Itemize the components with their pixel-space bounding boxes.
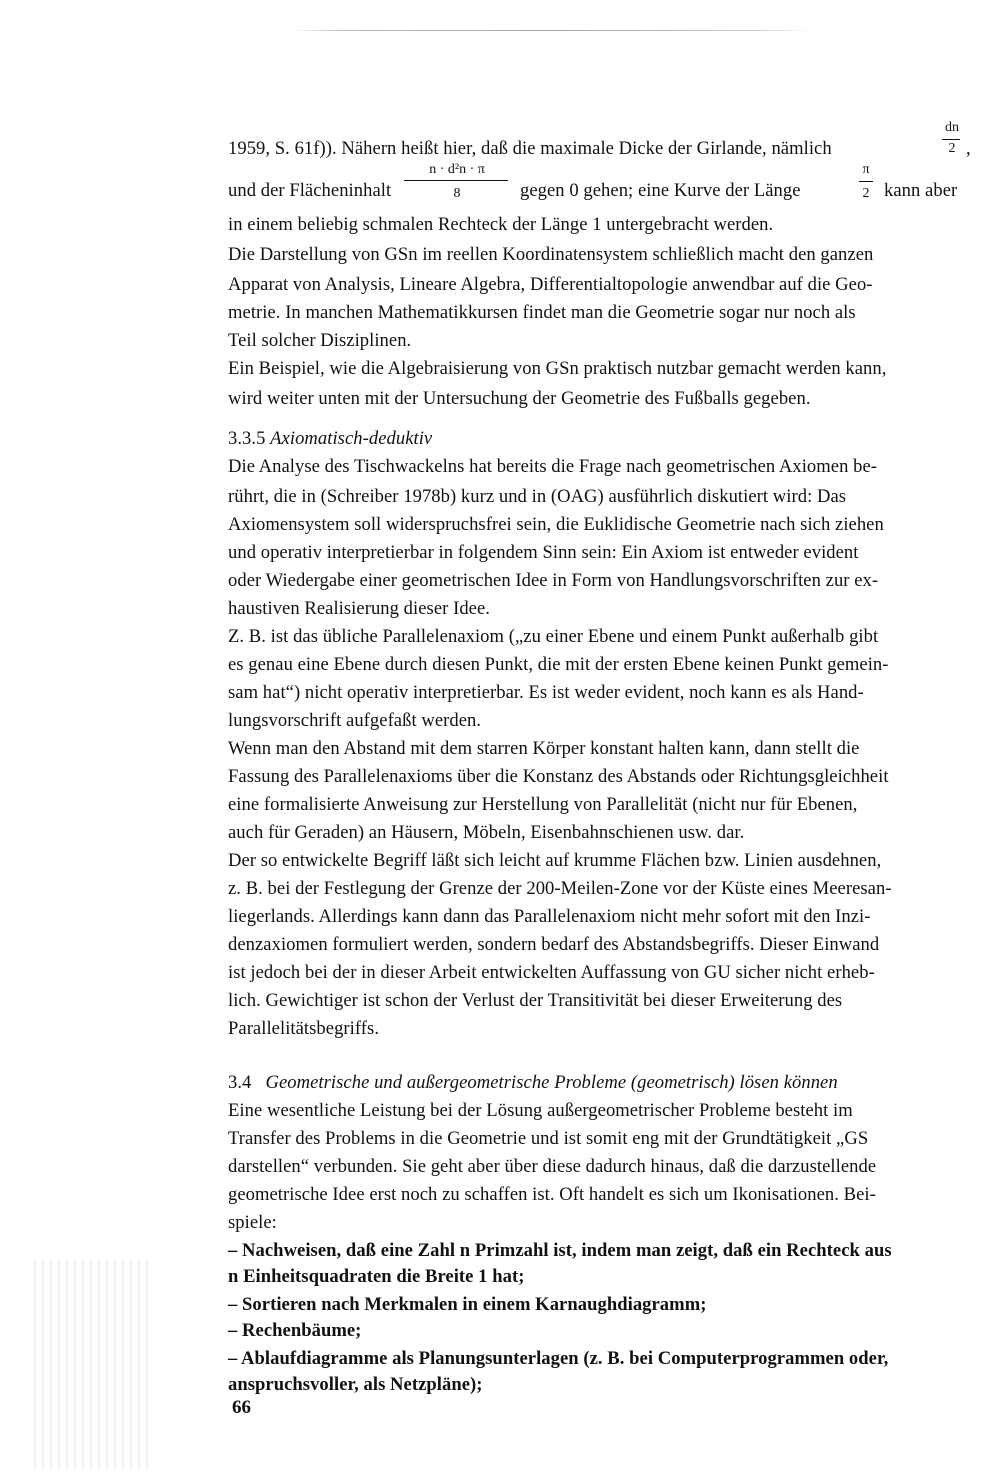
text-line: Axiomensystem soll widerspruchsfrei sein, die Euklidische Geometrie nach sich ziehen (228, 514, 884, 535)
text-line: Eine wesentliche Leistung bei der Lösung außergeometrischer Probleme besteht im (228, 1100, 853, 1121)
text-line: Transfer des Problems in die Geometrie und ist somit eng mit der Grundtätigkeit „GS (228, 1128, 869, 1149)
text-line: kann aber (884, 180, 958, 201)
text-line: lungsvorschrift aufgefaßt werden. (228, 710, 482, 731)
text-line: geometrische Idee erst noch zu schaffen ist. Oft handelt es sich um Ikonisationen. Bei- (228, 1184, 876, 1205)
section-heading-3-3-5 (228, 428, 432, 450)
text-line: und operativ interpretierbar in folgendem Sinn sein: Ein Axiom ist entweder evident (228, 542, 859, 563)
list-item: – Rechenbäume; (228, 1320, 362, 1341)
top-rule-line (290, 30, 810, 31)
text-line: Z. B. ist das übliche Parallelenaxiom („zu einer Ebene und einem Punkt außerhalb gibt (228, 626, 879, 647)
text-line: z. B. bei der Festlegung der Grenze der 200-Meilen-Zone vor der Küste eines Meeresan- (228, 878, 892, 899)
section-number: 3.3.5 (228, 428, 266, 449)
list-item: – Ablaufdiagramme als Planungsunterlagen (z. B. bei Computerprogrammen oder, (228, 1348, 889, 1369)
text-line: metrie. In manchen Mathematikkursen findet man die Geometrie sogar nur noch als (228, 302, 856, 323)
fraction-bar (859, 181, 873, 182)
text-line: oder Wiedergabe einer geometrischen Idee in Form von Handlungsvorschriften zur ex- (228, 570, 879, 591)
fraction-denominator: 2 (948, 141, 956, 156)
fraction-denominator: 8 (453, 186, 461, 201)
text-line: und der Flächeninhalt (228, 180, 392, 201)
text-line: ist jedoch bei der in dieser Arbeit entwickelten Auffassung von GU sicher nicht erheb- (228, 962, 875, 983)
text-line: Apparat von Analysis, Lineare Algebra, Differentialtopologie anwendbar auf die Geo- (228, 274, 873, 295)
text-line: darstellen“ verbunden. Sie geht aber über diese dadurch hinaus, daß die darzustellende (228, 1156, 877, 1177)
text-line: eine formalisierte Anweisung zur Herstellung von Parallelität (nicht nur für Ebenen, (228, 794, 858, 815)
text-line: Die Analyse des Tischwackelns hat bereits die Frage nach geometrischen Axiomen be- (228, 456, 878, 477)
fraction-bar (404, 180, 508, 181)
list-item: – Nachweisen, daß eine Zahl n Primzahl ist, indem man zeigt, daß ein Rechteck aus (228, 1240, 892, 1261)
fraction-denominator: 2 (862, 186, 870, 201)
text-line: liegerlands. Allerdings kann dann das Parallelenaxiom nicht mehr sofort mit den Inzi- (228, 906, 871, 927)
fraction-numerator: dn (945, 120, 959, 135)
fraction-numerator: n · d²n · π (429, 162, 485, 177)
text-line: auch für Geraden) an Häusern, Möbeln, Eisenbahnschienen usw. dar. (228, 822, 745, 843)
text-line: gegen 0 gehen; eine Kurve der Länge (520, 180, 801, 201)
page-number: 66 (232, 1397, 251, 1418)
list-item-continuation: n Einheitsquadraten die Breite 1 hat; (228, 1266, 525, 1287)
fraction-numerator: π (862, 162, 870, 177)
list-item: – Sortieren nach Merkmalen in einem Karnaughdiagramm; (228, 1294, 707, 1315)
text-line: lich. Gewichtiger ist schon der Verlust der Transitivität bei dieser Erweiterung des (228, 990, 843, 1011)
section-title: Geometrische und außergeometrische Probleme (geometrisch) lösen können (265, 1072, 838, 1093)
section-title: Axiomatisch-deduktiv (270, 428, 433, 449)
text-line: es genau eine Ebene durch diesen Punkt, die mit der ersten Ebene keinen Punkt gemein- (228, 654, 889, 675)
comma-text: , (966, 138, 971, 159)
text-line: in einem beliebig schmalen Rechteck der Länge 1 untergebracht werden. (228, 214, 774, 235)
text-line: Teil solcher Disziplinen. (228, 330, 412, 351)
text-line: haustiven Realisierung dieser Idee. (228, 598, 490, 619)
text-line: Parallelitätsbegriffs. (228, 1018, 380, 1039)
text-line: Ein Beispiel, wie die Algebraisierung von GSn praktisch nutzbar gemacht werden kann, (228, 358, 887, 379)
section-heading-3-4 (228, 1072, 838, 1094)
text-line: 1959, S. 61f)). Nähern heißt hier, daß die maximale Dicke der Girlande, nämlich (228, 138, 832, 159)
text-line: denzaxiomen formuliert werden, sondern bedarf des Abstandsbegriffs. Dieser Einwand (228, 934, 880, 955)
text-line: wird weiter unten mit der Untersuchung der Geometrie des Fußballs gegeben. (228, 388, 811, 409)
fraction-bar (942, 139, 960, 140)
text-line: rührt, die in (Schreiber 1978b) kurz und in (OAG) ausführlich diskutiert wird: Das (228, 486, 847, 507)
section-number: 3.4 (228, 1072, 252, 1093)
text-line: Wenn man den Abstand mit dem starren Körper konstant halten kann, dann stellt die (228, 738, 860, 759)
text-line: Die Darstellung von GSn im reellen Koordinatensystem schließlich macht den ganzen (228, 244, 874, 265)
text-line: sam hat“) nicht operativ interpretierbar. Es ist weder evident, noch kann es als Hand- (228, 682, 864, 703)
list-item-continuation: anspruchsvoller, als Netzpläne); (228, 1374, 483, 1395)
text-line: spiele: (228, 1212, 277, 1233)
text-line: Fassung des Parallelenaxioms über die Konstanz des Abstands oder Richtungsgleichheit (228, 766, 889, 787)
text-line: Der so entwickelte Begriff läßt sich leicht auf krumme Flächen bzw. Linien ausdehnen, (228, 850, 882, 871)
scan-edge-artifact (28, 1260, 148, 1470)
